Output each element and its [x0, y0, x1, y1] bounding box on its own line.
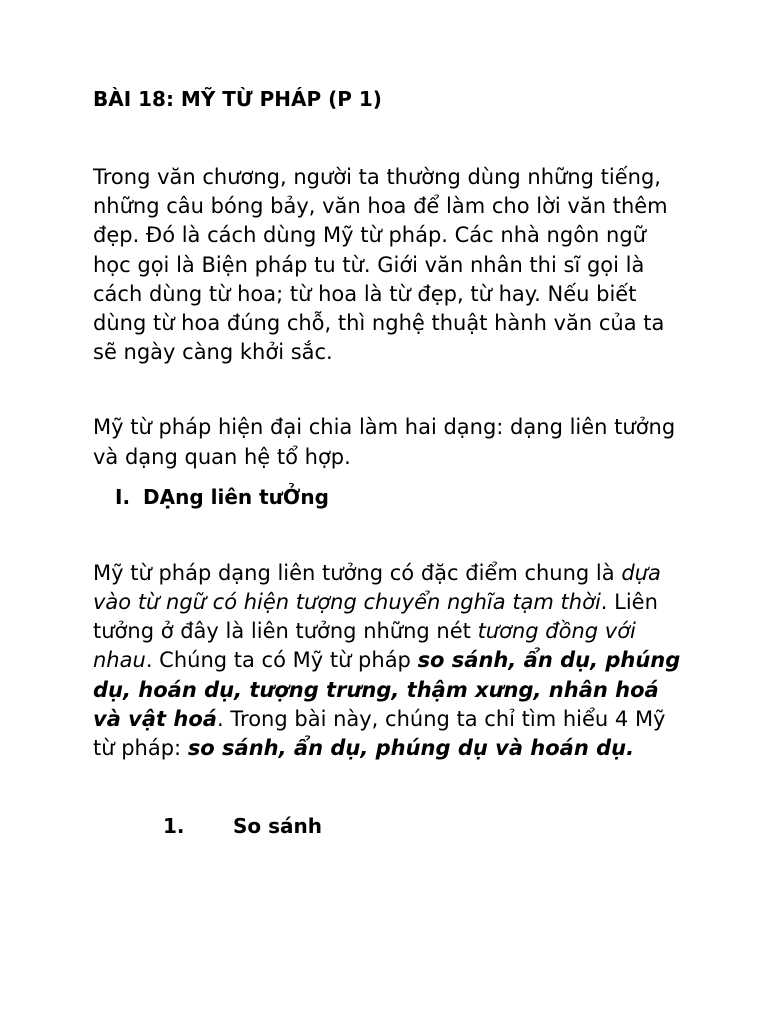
italic-run: dựa vào từ ngữ có hiện tượng chuyển nghĩa tạm thời [93, 560, 661, 615]
bold-italic-run [188, 736, 634, 760]
text-run: . Liên tưởng ở đây là liên tưởng những nét [93, 590, 658, 644]
page-title: BÀI 18: MỸ TỪ PHÁP (P 1) [93, 87, 382, 111]
bold-italic-text: so sánh, ẩn dụ, phúng dụ và hoán dụ. [187, 736, 635, 761]
section-label: DẠng liên tưỞng [143, 484, 329, 509]
association-paragraph [93, 559, 683, 763]
classification-paragraph: Mỹ từ pháp hiện đại chia làm hai dạng: dạng liên tưởng và dạng quan hệ tổ hợp. [93, 415, 676, 469]
section-number: I. [115, 484, 131, 509]
text-run: Mỹ từ pháp dạng liên tưởng có đặc điểm chung là [93, 560, 622, 585]
subsection-number: 1. [163, 814, 185, 839]
subsection-heading-comparison [163, 811, 683, 841]
section-heading-association [115, 482, 683, 512]
text-run: . Trong bài này, chúng ta chỉ tìm hiểu 4 Mỹ từ pháp: [93, 706, 666, 761]
bold-italic-text: so sánh, ẩn dụ, phúng dụ, hoán dụ, tượng trưng, thậm xưng, nhân hoá và vật hoá [93, 648, 681, 731]
document-page [93, 84, 683, 841]
text-run: . Chúng ta có Mỹ từ pháp [145, 648, 418, 673]
italic-run: tương đồng với nhau [93, 619, 636, 673]
subsection-label: So sánh [233, 814, 322, 839]
intro-paragraph: Trong văn chương, người ta thường dùng những tiếng, những câu bóng bảy, văn hoa để làm cho lời văn thêm đẹp. Đó là cách dùng Mỹ từ pháp. Các nhà ngôn ngữ học gọi là Biện pháp tu từ. Giới văn nhân thi sĩ gọi là cách dùng từ hoa; từ hoa là từ đẹp, từ hay. Nếu biết dùng từ hoa đúng chỗ, thì nghệ thuật hành văn của ta sẽ ngày càng khởi sắc. [93, 165, 668, 365]
